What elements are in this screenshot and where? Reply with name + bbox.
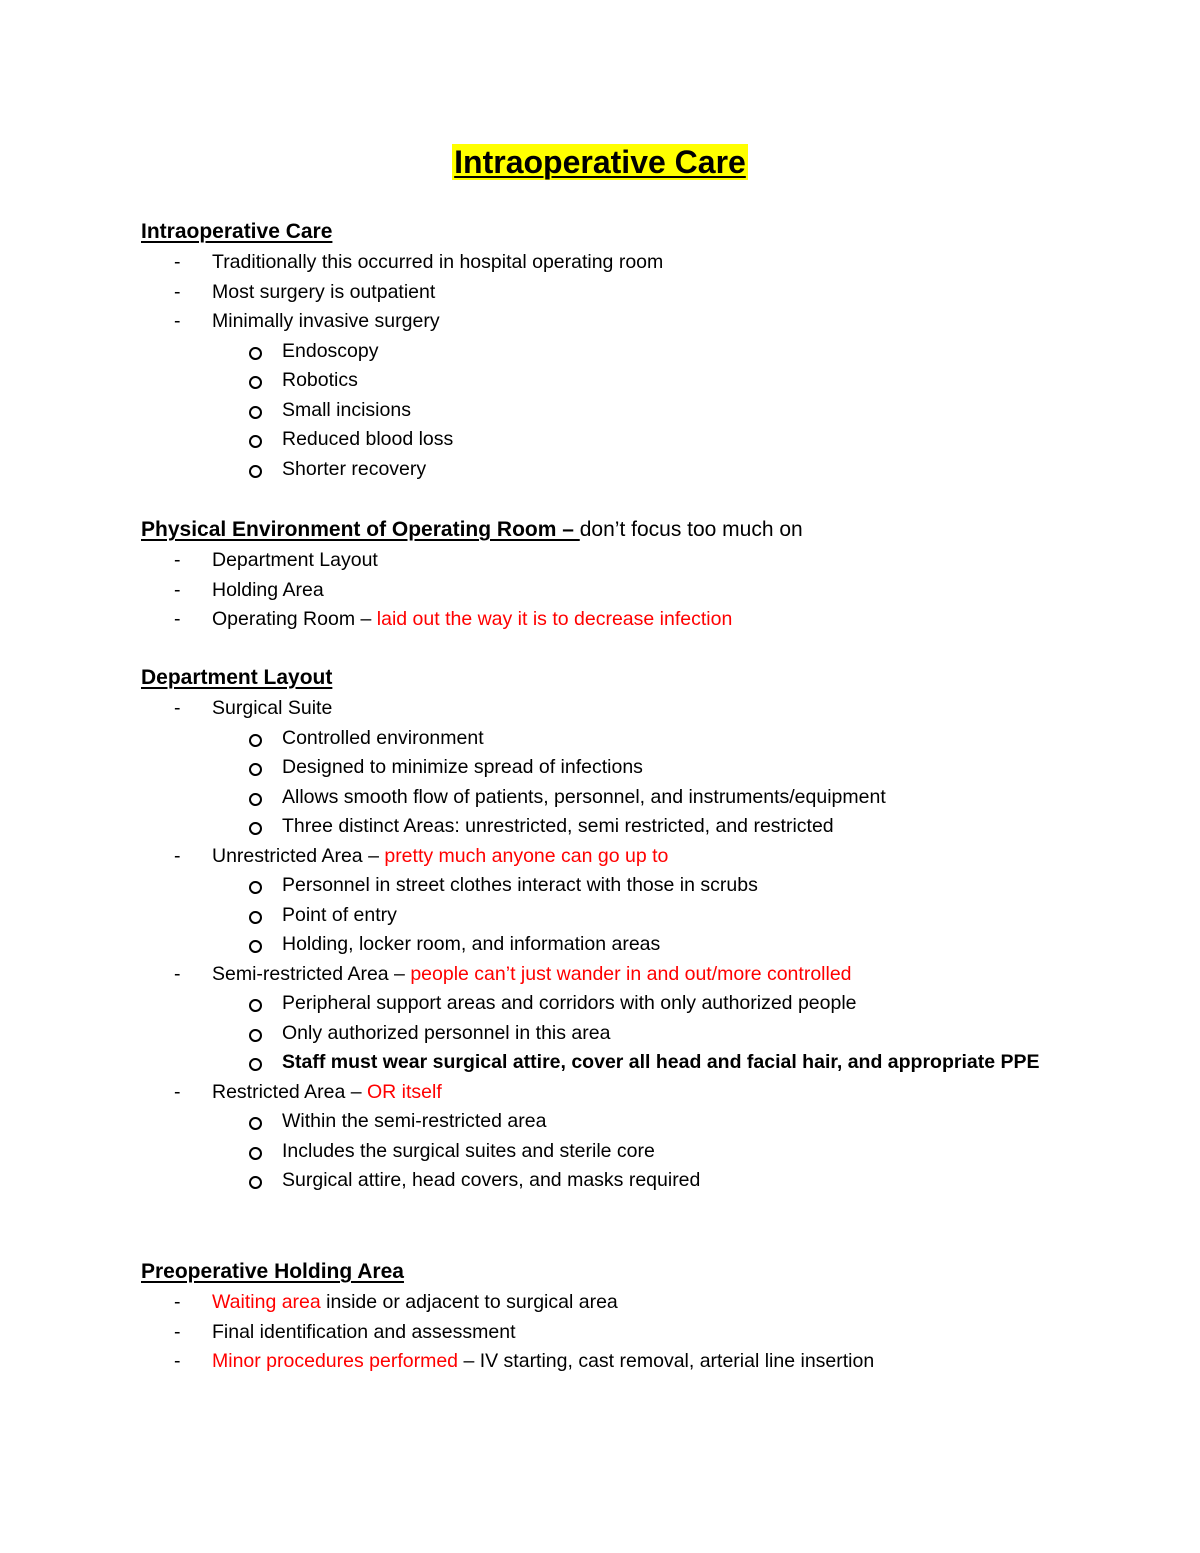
dash-bullet: - [174,1080,181,1103]
list-item: - Final identification and assessment [141,1318,1141,1348]
circle-bullet-icon [249,1117,262,1130]
sub-list-item: Personnel in street clothes interact with those in scrubs [141,871,1141,901]
circle-bullet-icon [249,1147,262,1160]
section-heading: Intraoperative Care [141,220,333,243]
sub-list-item: Three distinct Areas: unrestricted, semi restricted, and restricted [141,812,1141,842]
sub-list-item: Peripheral support areas and corridors with only authorized people [141,989,1141,1019]
list-item: - Traditionally this occurred in hospital operating room [141,248,1141,278]
sub-list-item: Shorter recovery [141,455,1141,485]
circle-bullet-icon [249,763,262,776]
circle-bullet-icon [249,822,262,835]
section-department-layout [141,662,1141,1196]
sub-list-item: Only authorized personnel in this area [141,1019,1141,1049]
section-heading: Physical Environment of Operating Room – don’t focus too much on [141,518,803,541]
list-item: - Restricted Area – OR itself [141,1078,1141,1108]
sub-list-item: Endoscopy [141,337,1141,367]
list-item: - Waiting area inside or adjacent to surgical area [141,1288,1141,1318]
dash-bullet: - [174,251,181,273]
red-annotation: laid out the way it is to decrease infection [376,608,733,630]
circle-bullet-icon [249,940,262,953]
circle-bullet-icon [249,1058,262,1071]
dash-bullet: - [174,578,181,601]
circle-bullet-icon [249,999,262,1012]
sub-list-item: Includes the surgical suites and sterile core [141,1137,1141,1167]
list-item: - Most surgery is outpatient [141,278,1141,308]
sub-list-item: Surgical attire, head covers, and masks required [141,1166,1141,1196]
sub-list-item: Small incisions [141,396,1141,426]
circle-bullet-icon [249,406,262,419]
heading-note: don’t focus too much on [579,518,803,541]
document-title-text: Intraoperative Care [454,144,746,180]
sub-list-item: Reduced blood loss [141,425,1141,455]
list-item: - Minor procedures performed – IV starting, cast removal, arterial line insertion [141,1347,1141,1377]
dash-bullet: - [174,1320,181,1343]
circle-bullet-icon [249,793,262,806]
red-annotation: Waiting area [212,1291,321,1313]
red-annotation: OR itself [367,1080,442,1103]
dash-bullet: - [174,697,181,719]
circle-bullet-icon [249,1176,262,1189]
sub-list-item: Robotics [141,366,1141,396]
dash-bullet: - [174,608,181,630]
sub-list-item: Designed to minimize spread of infections [141,753,1141,783]
list-item: - Surgical Suite [141,694,1141,724]
circle-bullet-icon [249,376,262,389]
dash-bullet: - [174,844,181,867]
sub-list-item: Holding, locker room, and information areas [141,930,1141,960]
section-heading: Department Layout [141,666,333,689]
sub-list-item: Staff must wear surgical attire, cover all head and facial hair, and appropriate PPE [141,1048,1141,1078]
circle-bullet-icon [249,465,262,478]
circle-bullet-icon [249,1029,262,1042]
circle-bullet-icon [249,881,262,894]
section-intraoperative-care [141,216,1141,484]
section-physical-environment [141,514,1141,635]
dash-bullet: - [174,549,181,571]
red-annotation: pretty much anyone can go up to [384,844,669,867]
sub-list-item: Controlled environment [141,724,1141,754]
circle-bullet-icon [249,435,262,448]
document-title [0,142,1200,182]
sub-list-item: Within the semi-restricted area [141,1107,1141,1137]
list-item: - Unrestricted Area – pretty much anyone can go up to [141,842,1141,872]
dash-bullet: - [174,1291,181,1313]
list-item: - Minimally invasive surgery [141,307,1141,337]
section-preoperative-holding [141,1256,1141,1377]
list-item: - Operating Room – laid out the way it is to decrease infection [141,605,1141,635]
list-item: - Holding Area [141,576,1141,606]
sub-list-item: Point of entry [141,901,1141,931]
section-heading: Preoperative Holding Area [141,1260,404,1283]
circle-bullet-icon [249,734,262,747]
sub-list-item: Allows smooth flow of patients, personnel, and instruments/equipment [141,783,1141,813]
circle-bullet-icon [249,911,262,924]
red-annotation: people can’t just wander in and out/more controlled [410,962,852,985]
dash-bullet: - [174,962,181,985]
red-annotation: Minor procedures performed [212,1350,459,1372]
dash-bullet: - [174,1350,181,1372]
dash-bullet: - [174,310,181,332]
list-item: - Semi-restricted Area – people can’t just wander in and out/more controlled [141,960,1141,990]
list-item: - Department Layout [141,546,1141,576]
circle-bullet-icon [249,347,262,360]
dash-bullet: - [174,280,181,303]
